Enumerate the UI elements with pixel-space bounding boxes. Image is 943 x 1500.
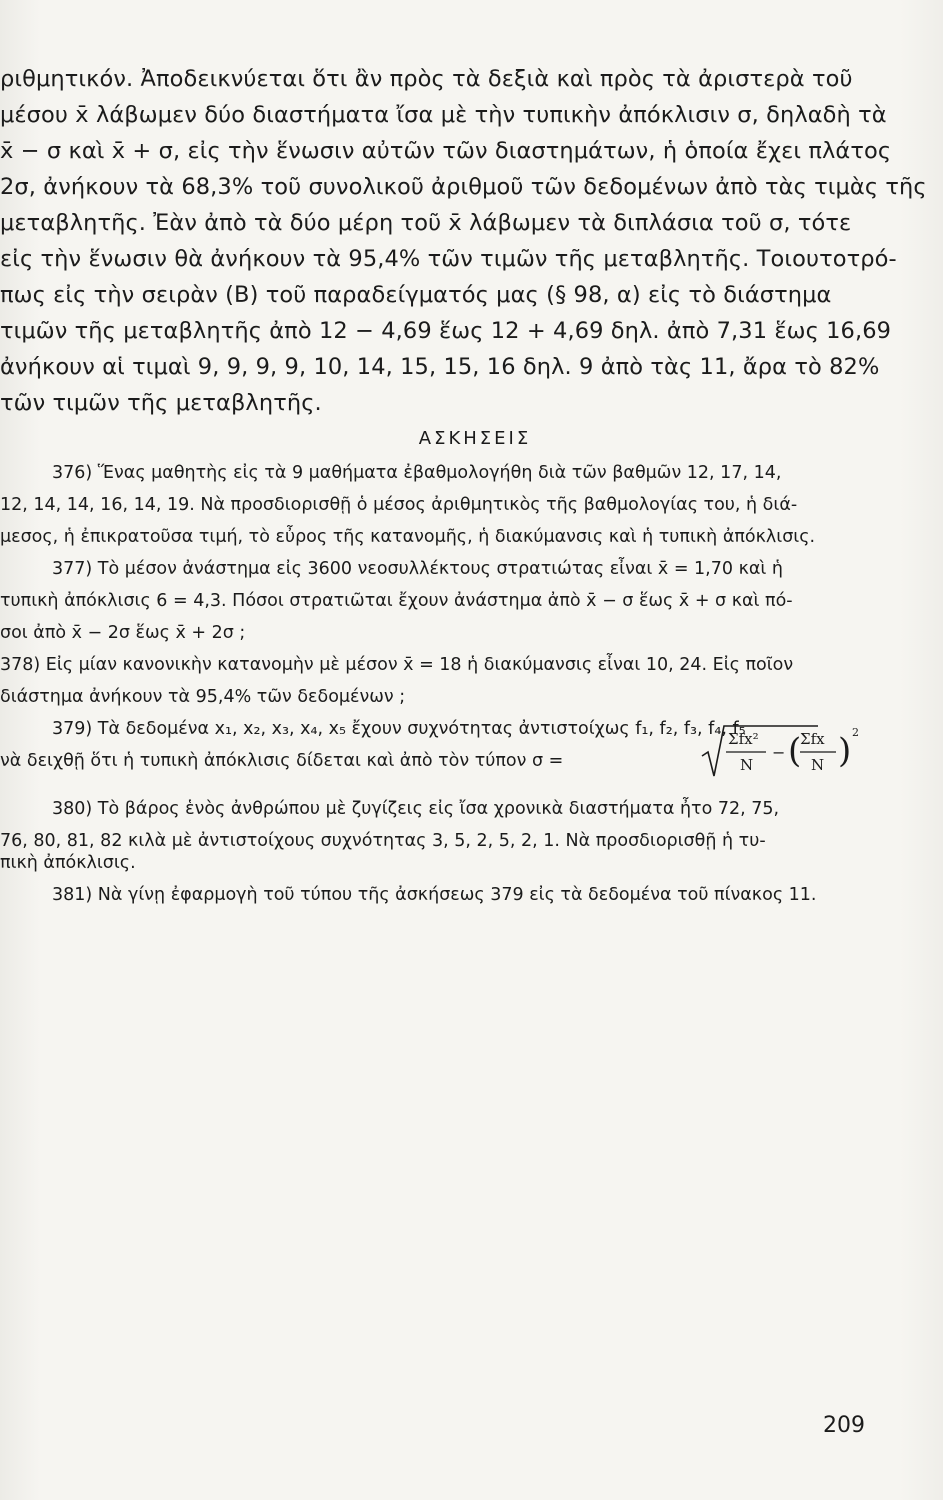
exercise-line: διάστημα ἀνήκουν τὰ 95,4% τῶν δεδομένων ; bbox=[0, 687, 406, 707]
formula-numerator-left: Σfx² bbox=[728, 730, 759, 748]
exercise-line: 379) Τὰ δεδομένα x₁, x₂, x₃, x₄, x₅ ἔχουν συχνότητας ἀντιστοίχως f₁, f₂, f₃, f₄, f₅ bbox=[52, 719, 746, 739]
exercise-line: μεσος, ἡ ἐπικρατοῦσα τιμή, τὸ εὖρος τῆς κατανομῆς, ἡ διακύμανσις καὶ ἡ τυπικὴ ἀπόκλισις. bbox=[0, 527, 816, 547]
std-dev-formula bbox=[700, 722, 875, 780]
paragraph-line: μεταβλητῆς. Ἐὰν ἀπὸ τὰ δύο μέρη τοῦ x̄ λάβωμεν τὰ διπλάσια τοῦ σ, τότε bbox=[0, 210, 852, 236]
exercise-line: 378) Εἰς μίαν κανονικὴν κατανομὴν μὲ μέσον x̄ = 18 ἡ διακύμανσις εἶναι 10, 24. Εἰς ποῖον bbox=[0, 655, 794, 675]
exercises-heading: ΑΣΚΗΣΕΙΣ bbox=[418, 428, 532, 449]
right-paren: ) bbox=[838, 731, 852, 771]
page-number: 209 bbox=[823, 1413, 865, 1438]
paragraph-line: ριθμητικόν. Ἀποδεικνύεται ὅτι ἂν πρὸς τὰ δεξιὰ καὶ πρὸς τὰ ἀριστερὰ τοῦ bbox=[0, 66, 853, 92]
left-paren: ( bbox=[788, 731, 802, 771]
exercise-line: τυπικὴ ἀπόκλισις 6 = 4,3. Πόσοι στρατιῶται ἔχουν ἀνάστημα ἀπὸ x̄ − σ ἕως x̄ + σ καὶ πό- bbox=[0, 591, 793, 611]
formula-denominator-left: N bbox=[740, 756, 754, 774]
exercise-line: νὰ δειχθῇ ὅτι ἡ τυπικὴ ἀπόκλισις δίδεται καὶ ἀπὸ τὸν τύπον σ = bbox=[0, 751, 564, 771]
formula-numerator-right: Σfx bbox=[800, 730, 825, 748]
exercise-line: 377) Τὸ μέσον ἀνάστημα εἰς 3600 νεοσυλλέκτους στρατιώτας εἶναι x̄ = 1,70 καὶ ἡ bbox=[52, 559, 784, 579]
exercise-line: σοι ἀπὸ x̄ − 2σ ἕως x̄ + 2σ ; bbox=[0, 623, 246, 643]
exercise-line: πικὴ ἀπόκλισις. bbox=[0, 853, 136, 873]
exercise-line: 380) Τὸ βάρος ἑνὸς ἀνθρώπου μὲ ζυγίζεις εἰς ἴσα χρονικὰ διαστήματα ἦτο 72, 75, bbox=[52, 799, 780, 819]
formula-exponent: 2 bbox=[852, 726, 859, 739]
paragraph-line: πως εἰς τὴν σειρὰν (Β) τοῦ παραδείγματός μας (§ 98, α) εἰς τὸ διάστημα bbox=[0, 282, 832, 308]
paragraph-line: 2σ, ἀνήκουν τὰ 68,3% τοῦ συνολικοῦ ἀριθμοῦ τῶν δεδομένων ἀπὸ τὰς τιμὰς τῆς bbox=[0, 174, 927, 200]
formula-minus: − bbox=[772, 743, 786, 762]
paragraph-line: x̄ − σ καὶ x̄ + σ, εἰς τὴν ἕνωσιν αὐτῶν τῶν διαστημάτων, ἡ ὁποία ἔχει πλάτος bbox=[0, 138, 892, 164]
exercise-line: 12, 14, 14, 16, 14, 19. Νὰ προσδιορισθῇ ὁ μέσος ἀριθμητικὸς τῆς βαθμολογίας του, ἡ διά- bbox=[0, 495, 798, 515]
paragraph-line: εἰς τὴν ἕνωσιν θὰ ἀνήκουν τὰ 95,4% τῶν τιμῶν τῆς μεταβλητῆς. Τοιουτοτρό- bbox=[0, 246, 897, 272]
formula-denominator-right: N bbox=[811, 756, 825, 774]
paragraph-line: τῶν τιμῶν τῆς μεταβλητῆς. bbox=[0, 390, 322, 416]
paragraph-line: ἀνήκουν αἱ τιμαὶ 9, 9, 9, 9, 10, 14, 15, 15, 16 δηλ. 9 ἀπὸ τὰς 11, ἄρα τὸ 82% bbox=[0, 354, 880, 380]
exercise-line: 376) Ἕνας μαθητὴς εἰς τὰ 9 μαθήματα ἐβαθμολογήθη διὰ τῶν βαθμῶν 12, 17, 14, bbox=[52, 463, 782, 483]
blank-page-area bbox=[0, 900, 943, 1400]
exercise-line: 381) Νὰ γίνῃ ἐφαρμογὴ τοῦ τύπου τῆς ἀσκήσεως 379 εἰς τὰ δεδομένα τοῦ πίνακος 11. bbox=[52, 885, 817, 905]
paragraph-line: τιμῶν τῆς μεταβλητῆς ἀπὸ 12 − 4,69 ἕως 12 + 4,69 δηλ. ἀπὸ 7,31 ἕως 16,69 bbox=[0, 318, 892, 344]
paragraph-line: μέσου x̄ λάβωμεν δύο διαστήματα ἴσα μὲ τὴν τυπικὴν ἀπόκλισιν σ, δηλαδὴ τὰ bbox=[0, 102, 887, 128]
exercise-line: 76, 80, 81, 82 κιλὰ μὲ ἀντιστοίχους συχνότητας 3, 5, 2, 5, 2, 1. Νὰ προσδιορισθῇ ἡ τυ- bbox=[0, 831, 766, 851]
